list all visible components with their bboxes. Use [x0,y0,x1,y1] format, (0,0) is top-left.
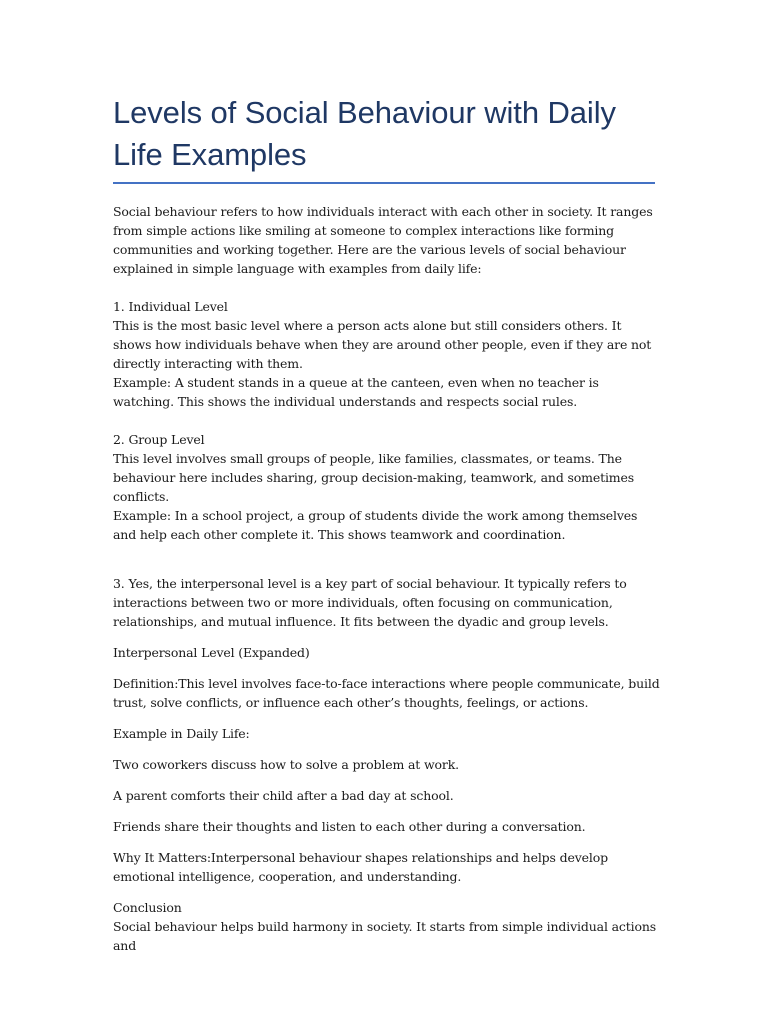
individual-level-example: Example: A student stands in a queue at the canteen, even when no teacher is watching. This shows the individual understands and respects social rules. [113,375,599,409]
interpersonal-why-it-matters: Why It Matters:Interpersonal behaviour shapes relationships and helps develop emotional intelligence, cooperation, and understanding. [113,850,608,884]
interpersonal-example-2: A parent comforts their child after a bad day at school. [113,788,454,803]
group-level-heading: 2. Group Level [113,432,205,447]
interpersonal-intro: 3. Yes, the interpersonal level is a key part of social behaviour. It typically refers to interactions between two or more individuals, often focusing on communication, relationships, and mutual influence. It fits between the dyadic and group levels. [113,576,627,629]
group-level-body: This level involves small groups of people, like families, classmates, or teams. The behaviour here includes sharing, group decision-making, teamwork, and sometimes conflicts. [113,451,635,504]
title-divider [113,182,655,184]
group-level-example: Example: In a school project, a group of students divide the work among themselves and help each other complete it. This shows teamwork and coordination. [113,508,638,542]
conclusion-body: Social behaviour helps build harmony in society. It starts from simple individual actions and [113,919,657,953]
interpersonal-example-1: Two coworkers discuss how to solve a problem at work. [113,757,459,772]
individual-level-heading: 1. Individual Level [113,299,228,314]
interpersonal-example-3: Friends share their thoughts and listen to each other during a conversation. [113,819,586,834]
intro-paragraph: Social behaviour refers to how individuals interact with each other in society. It ranges from simple actions like smiling at someone to complex interactions like forming communities and working together. Here are the various levels of social behaviour explained in simple language with examples from daily life: [113,204,653,276]
document-page [113,92,661,955]
document-title: Levels of Social Behaviour with Daily Life Examples [113,95,616,172]
interpersonal-heading: Interpersonal Level (Expanded) [113,645,310,660]
conclusion-heading: Conclusion [113,900,182,915]
individual-level-body: This is the most basic level where a person acts alone but still considers others. It shows how individuals behave when they are around other people, even if they are not directly interacting with them. [113,318,652,371]
interpersonal-definition: Definition:This level involves face-to-face interactions where people communicate, build trust, solve conflicts, or influence each other’s thoughts, feelings, or actions. [113,676,660,710]
interpersonal-examples-heading: Example in Daily Life: [113,726,250,741]
